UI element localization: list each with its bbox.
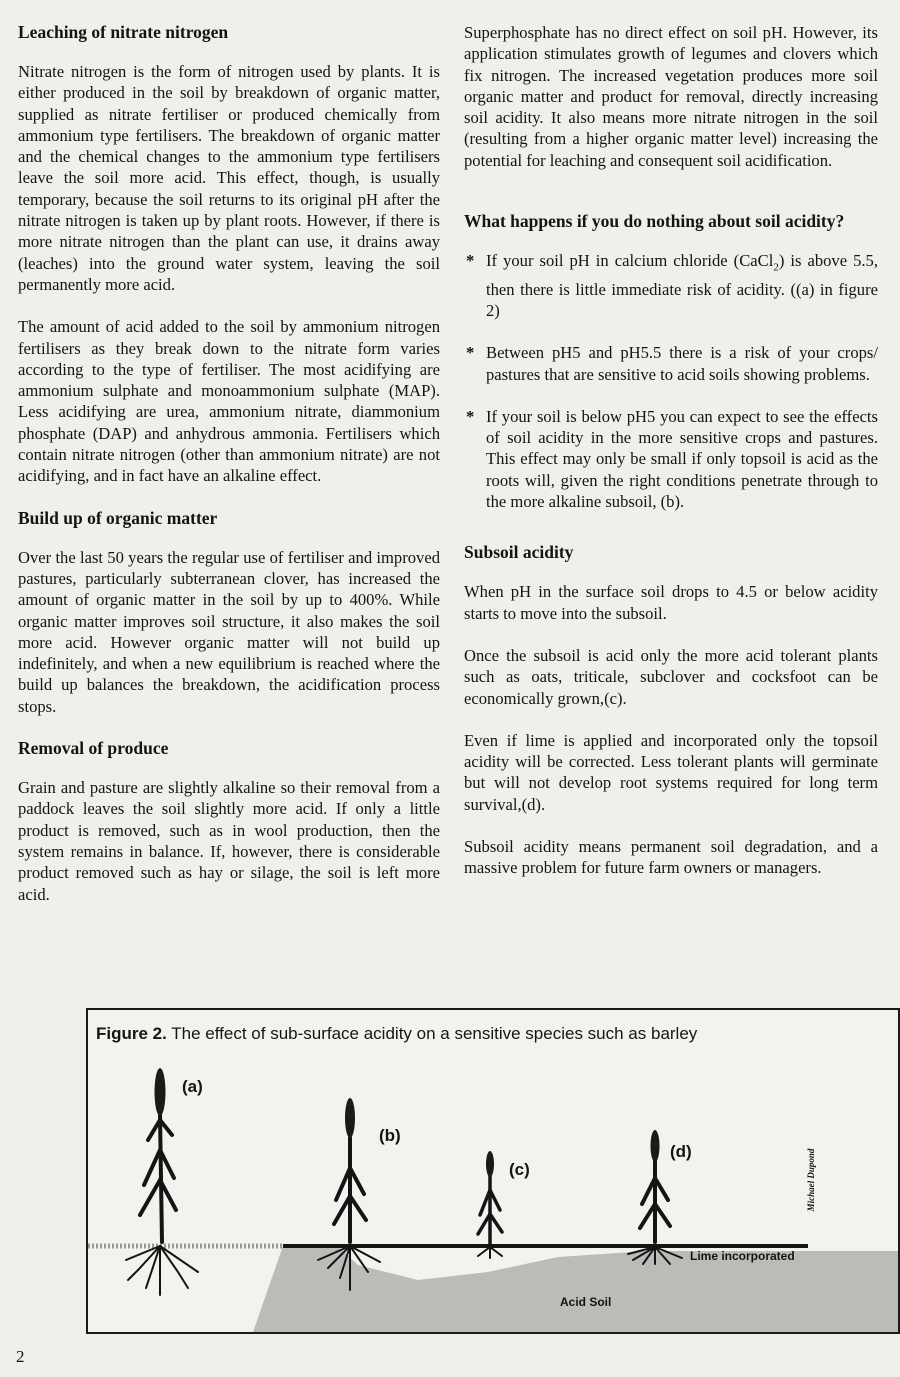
label-b: (b) (379, 1126, 401, 1145)
plant-a (126, 1068, 198, 1295)
heading-subsoil: Subsoil acidity (464, 542, 574, 563)
page-number: 2 (16, 1347, 25, 1366)
acid-soil-label: Acid Soil (560, 1295, 612, 1309)
heading-do-nothing: What happens if you do nothing about soil acidity? (464, 211, 845, 232)
bullet-list (464, 250, 878, 512)
bullet-marker: * (466, 251, 475, 271)
heading-removal: Removal of produce (18, 738, 169, 759)
lime-incorporated-label: Lime incorporated (690, 1249, 795, 1263)
label-d: (d) (670, 1142, 692, 1161)
paragraph: Over the last 50 years the regular use of fertiliser and improved pastures, particularly subterranean clover, has increased the amount of organic matter in the soil by up to 400%. While organic matter improves soil structure, it also makes the soil more acid. However organic matter will not build up indefinitely, and when a new equilibrium is reached where the build up balances the breakdown, the acidification process stops. (18, 547, 440, 716)
bullet-marker: * (466, 343, 475, 363)
list-item: * If your soil is below pH5 you can expect to see the effects of soil acidity in the more sensitive crops and pastures. This effect may only be small if only topsoil is acid as the roots will, given the right conditions penetrate through to the more alkaline subsoil, (b). (466, 406, 878, 512)
label-a: (a) (182, 1077, 203, 1096)
paragraph: Superphosphate has no direct effect on soil pH. However, its application stimulates growth of legumes and clovers which fix nitrogen. The increased vegetation produces more soil organic matter and product for removal, directly increasing soil acidity. It also means more nitrate nitrogen in the soil (resulting from a higher organic matter level) increasing the potential for leaching and consequent soil acidification. (464, 23, 878, 170)
paragraph: Subsoil acidity means permanent soil degradation, and a massive problem for future farm owners or managers. (464, 837, 878, 878)
left-column (18, 22, 440, 926)
plant-c (478, 1151, 502, 1258)
heading-buildup: Build up of organic matter (18, 507, 218, 528)
label-c: (c) (509, 1160, 530, 1179)
paragraph: The amount of acid added to the soil by ammonium nitrogen fertilisers as they break down to the nitrate form varies according to the type of fertiliser. The most acidifying are ammonium sulphate and monoammonium sulphate (MAP). Less acidifying are urea, ammonium nitrate, diammonium phosphate (DAP) and anhydrous ammonia. Fertilisers which contain nitrate nitrogen (other than ammonium nitrate) are not acidifying, and in fact have an alkaline effect. (18, 317, 440, 486)
heading-leaching: Leaching of nitrate nitrogen (18, 22, 229, 42)
figure-caption: Figure 2. The effect of sub-surface acidity on a sensitive species such as barley (96, 1024, 698, 1043)
paragraph: When pH in the surface soil drops to 4.5 or below acidity starts to move into the subsoil. (464, 582, 878, 623)
list-item: * If your soil pH in calcium chloride (CaCl$_2$) is above 5.5, then there is little immediate risk of acidity. ((a) in figure 2) (466, 251, 878, 320)
illustrator-credit: Michael Dupond (806, 1148, 816, 1212)
figure-2 (86, 1008, 900, 1334)
paragraph: Once the subsoil is acid only the more acid tolerant plants such as oats, triticale, subclover and cocksfoot can be economically grown,(c). (464, 645, 878, 708)
paragraph: Grain and pasture are slightly alkaline so their removal from a paddock leaves the soil slightly more acid. If only a little product is removed, such as in wool production, then the system remains in balance. If, however, there is considerable product removed such as hay or silage, the soil is left more acid. (18, 778, 440, 904)
paragraph: Even if lime is applied and incorporated only the topsoil acidity will be corrected. Less tolerant plants will germinate but will not develop root systems required for long term survival,(d). (464, 730, 878, 814)
paragraph: Nitrate nitrogen is the form of nitrogen used by plants. It is either produced in the soil by breakdown of organic matter, supplied as nitrate fertiliser or produced chemically from ammonium type fertilisers. The breakdown of organic matter and the chemical changes to the ammonium type fertilisers leave the soil more acid. This effect, though, is usually temporary, because the soil returns to its original pH after the nitrate nitrogen is taken up by plant roots. However, if there is more nitrate nitrogen than the plant can use, it drains away (leaches) into the ground water system, leaving the soil permanently more acid. (18, 62, 440, 294)
list-item: * Between pH5 and pH5.5 there is a risk of your crops/ pastures that are sensitive to acid soils showing problems. (466, 343, 878, 384)
right-column (464, 22, 878, 900)
bullet-marker: * (466, 406, 475, 426)
figure-illustration (88, 1010, 898, 1332)
